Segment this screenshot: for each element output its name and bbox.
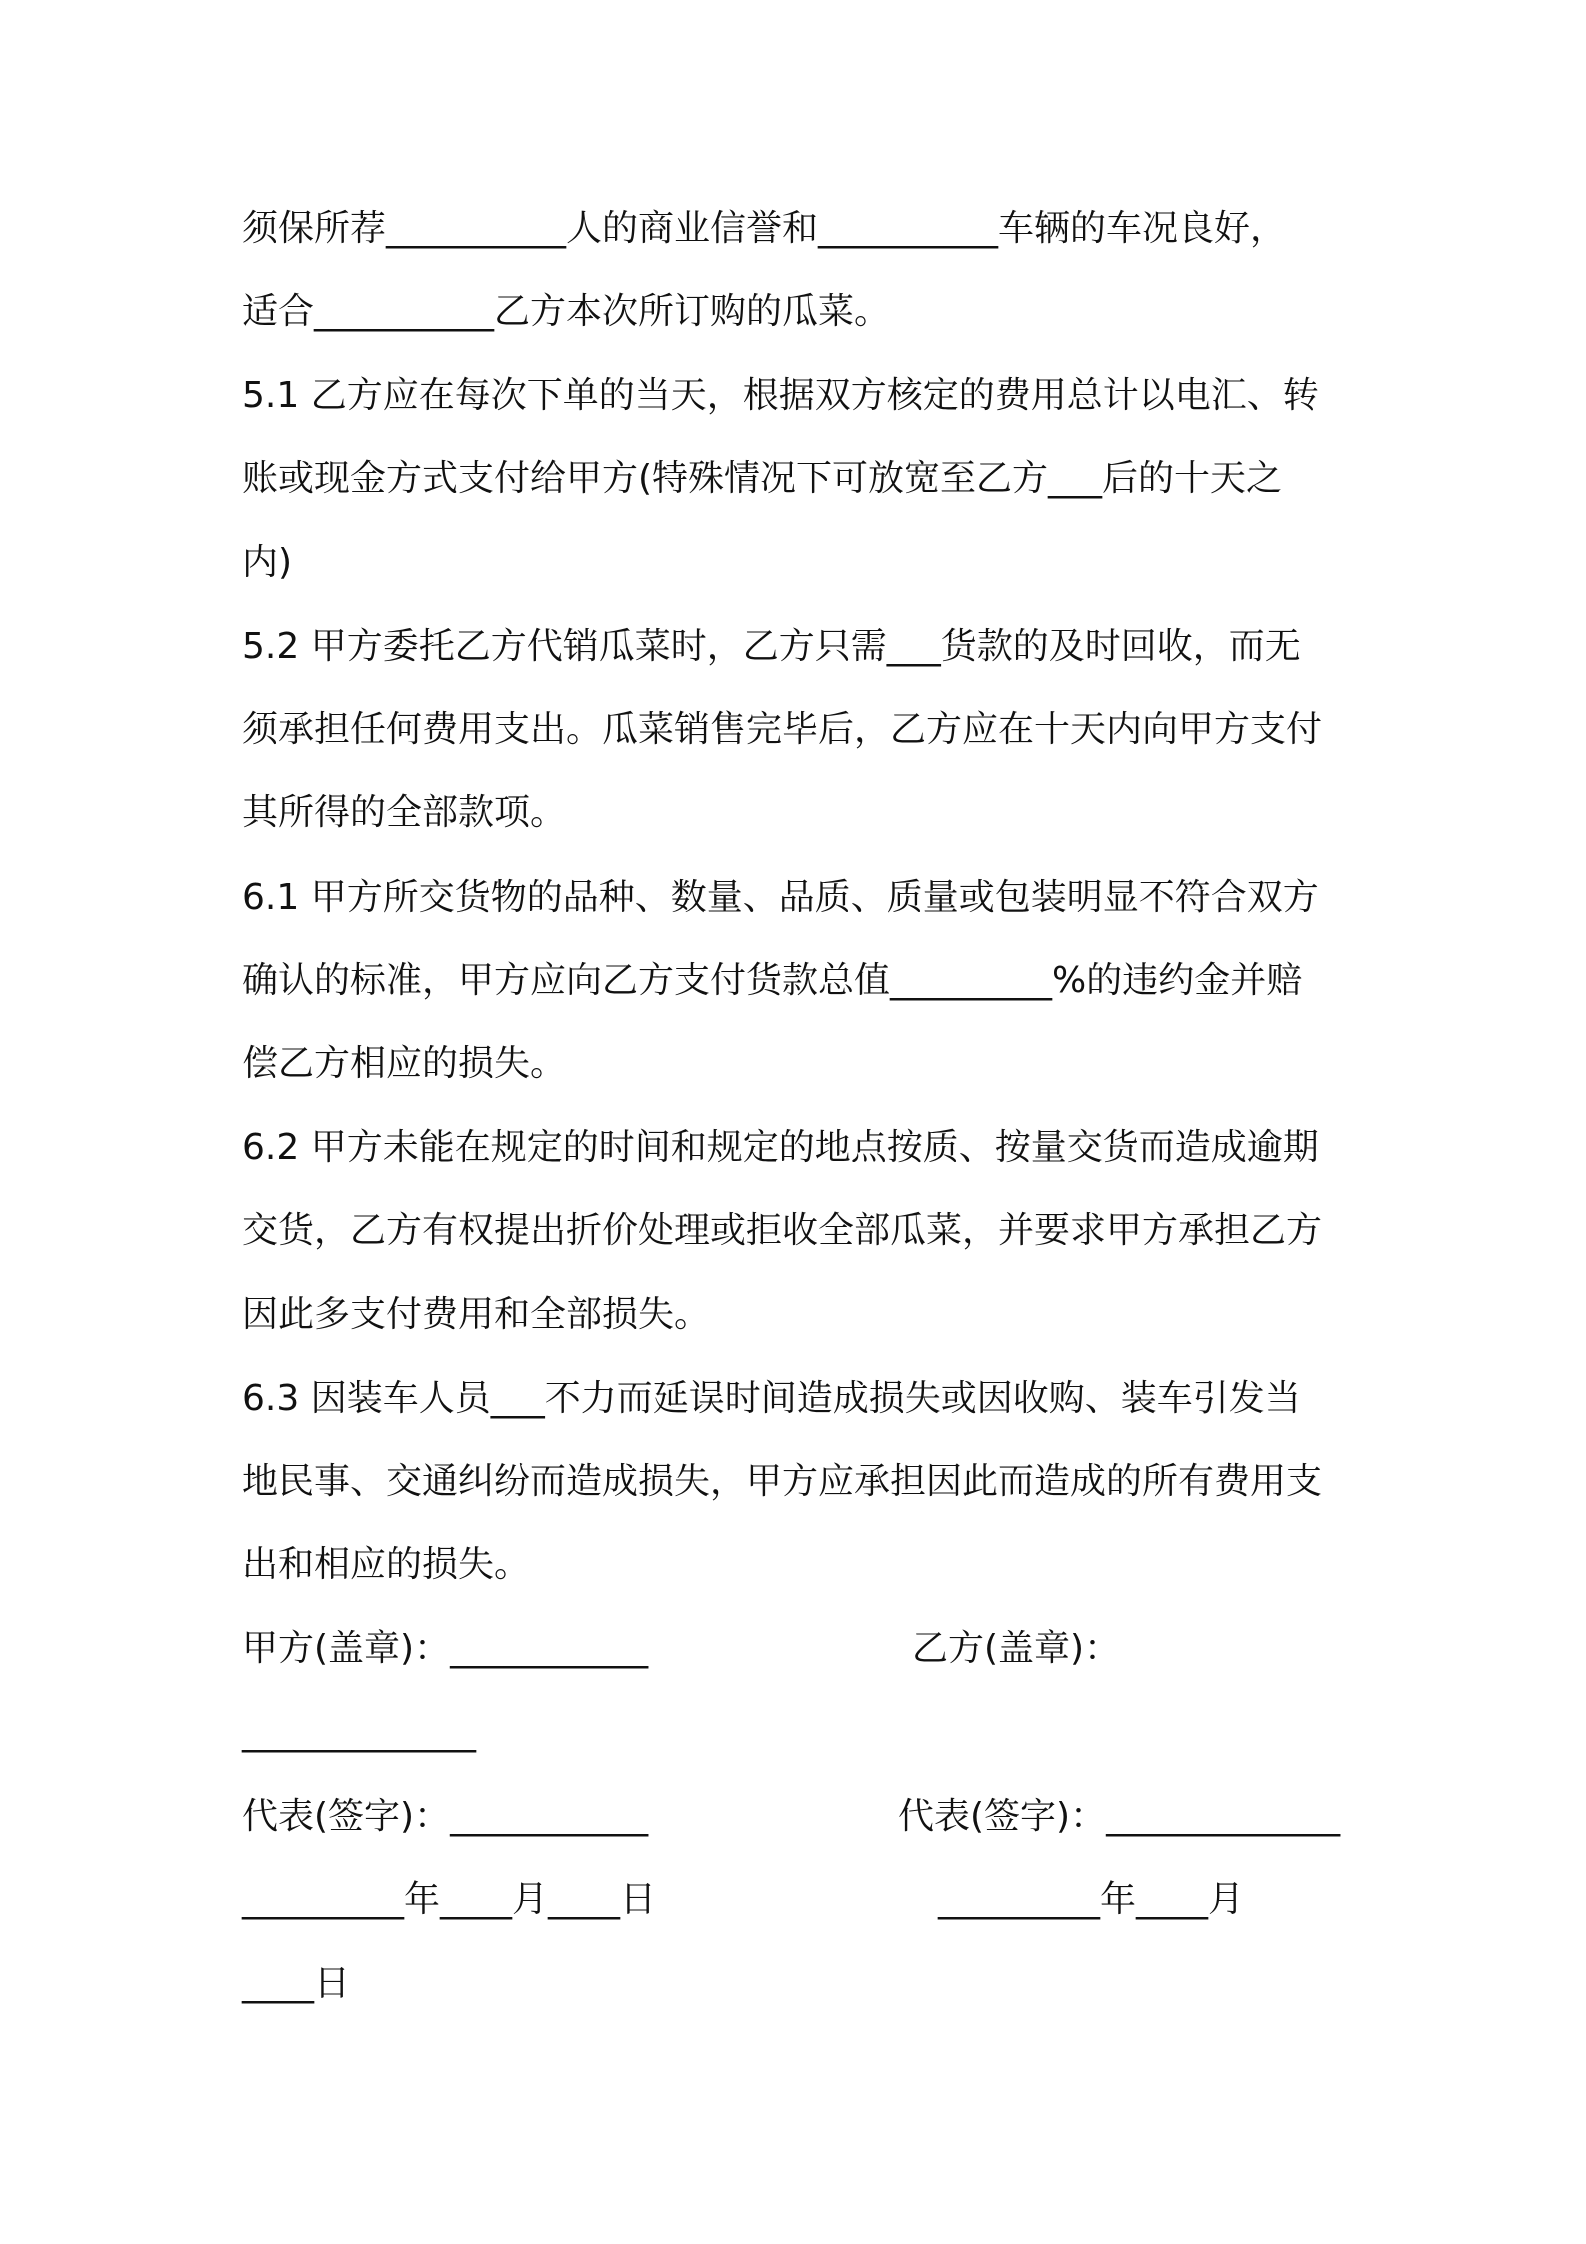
party-b-date-field: _________年____月 [938, 1879, 1244, 1920]
body-line: 须保所荐__________人的商业信誉和__________车辆的车况良好， [242, 208, 1287, 249]
body-line: 出和相应的损失。 [242, 1544, 531, 1585]
clause-5-2: 5.2 甲方委托乙方代销瓜菜时，乙方只需___货款的及时回收，而无 [242, 626, 1301, 667]
party-a-seal-field: 甲方(盖章)：___________ [242, 1628, 649, 1669]
clause-6-1: 6.1 甲方所交货物的品种、数量、品质、质量或包装明显不符合双方 [242, 877, 1319, 918]
body-line: 适合__________乙方本次所订购的瓜菜。 [242, 291, 891, 332]
body-line: 账或现金方式支付给甲方(特殊情况下可放宽至乙方___后的十天之 [242, 458, 1283, 499]
body-line: 交货，乙方有权提出折价处理或拒收全部瓜菜，并要求甲方承担乙方 [242, 1210, 1323, 1251]
body-line: 须承担任何费用支出。瓜菜销售完毕后，乙方应在十天内向甲方支付 [242, 709, 1323, 750]
party-b-representative-field: 代表(签字)：_____________ [898, 1796, 1341, 1837]
party-a-date-field: _________年____月____日 [242, 1879, 656, 1920]
clause-5-1: 5.1 乙方应在每次下单的当天，根据双方核定的费用总计以电汇、转 [242, 375, 1319, 416]
clause-6-3: 6.3 因装车人员___不力而延误时间造成损失或因收购、装车引发当 [242, 1378, 1301, 1419]
clause-6-2: 6.2 甲方未能在规定的时间和规定的地点按质、按量交货而造成逾期 [242, 1127, 1319, 1168]
body-line: 确认的标准，甲方应向乙方支付货款总值_________%的违约金并赔 [242, 960, 1303, 1001]
body-line: 地民事、交通纠纷而造成损失，甲方应承担因此而造成的所有费用支 [242, 1461, 1323, 1502]
party-b-date-day: ____日 [242, 1963, 351, 2004]
party-b-seal-blank: _____________ [242, 1712, 476, 1753]
body-line: 内) [242, 542, 293, 583]
party-a-representative-field: 代表(签字)：___________ [242, 1796, 649, 1837]
body-line: 其所得的全部款项。 [242, 792, 567, 833]
body-line: 因此多支付费用和全部损失。 [242, 1294, 711, 1335]
body-line: 偿乙方相应的损失。 [242, 1043, 567, 1084]
party-b-seal-label: 乙方(盖章)： [912, 1628, 1121, 1669]
